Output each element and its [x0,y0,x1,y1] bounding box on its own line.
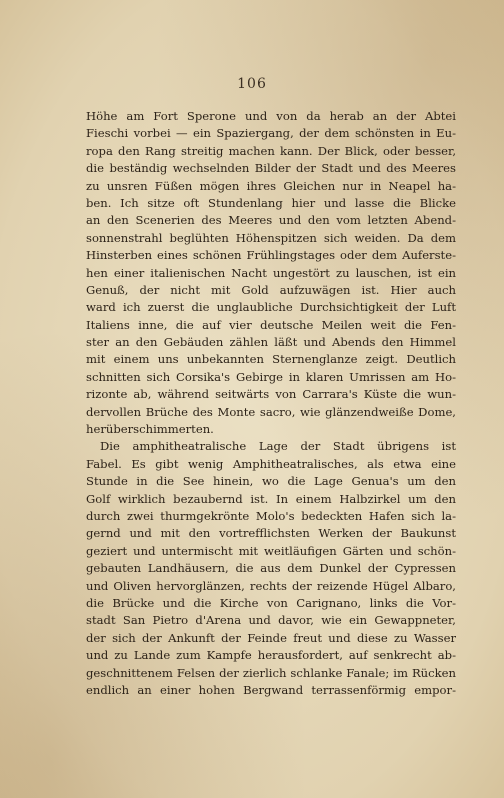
text-line: mit einem uns unbekannten Sternenglanze zeigt. Deutlich [86,352,456,367]
text-line: die Brücke und die Kirche von Carignano, links die Vor- [86,595,456,610]
text-line: endlich an einer hohen Bergwand terrassenförmig empor- [86,682,456,697]
text-line: Stunde in die See hinein, wo die Lage Genua's um den [86,474,456,489]
text-line: Fieschi vorbei — ein Spaziergang, der dem schönsten in Eu- [86,126,456,141]
text-line: zu unsren Füßen mögen ihres Gleichen nur in Neapel ha- [86,178,456,193]
text-line: rizonte ab, während seitwärts von Carrara's Küste die wun- [86,387,456,402]
text-line: dervollen Brüche des Monte sacro, wie glänzendweiße Dome, [86,404,456,419]
text-line: ben. Ich sitze oft Stundenlang hier und lasse die Blicke [86,195,456,210]
text-line: ster an den Gebäuden zählen läßt und Abends den Himmel [86,335,456,350]
text-line: der sich der Ankunft der Feinde freut und diese zu Wasser [86,630,456,645]
text-line: und Oliven hervorglänzen, rechts der reizende Hügel Albaro, [86,578,456,593]
text-line: Fabel. Es gibt wenig Amphitheatralisches, als etwa eine [86,456,456,471]
text-line: gebauten Landhäusern, die aus dem Dunkel der Cypressen [86,561,456,576]
page-text [86,108,456,699]
text-line: geschnittenem Felsen der zierlich schlanke Fanale; im Rücken [86,665,456,680]
text-line: ropa den Rang streitig machen kann. Der Blick, oder besser, [86,143,456,158]
text-line: sonnenstrahl beglühten Höhenspitzen sich weiden. Da dem [86,230,456,245]
text-line: an den Scenerien des Meeres und den vom letzten Abend- [86,213,456,228]
text-line: Die amphitheatralische Lage der Stadt übrigens ist [100,439,456,454]
paragraph [86,108,456,438]
text-line: schnitten sich Corsika's Gebirge in klaren Umrissen am Ho- [86,369,456,384]
text-line: durch zwei thurmgekrönte Molo's bedeckten Hafen sich la- [86,508,456,523]
text-line: Höhe am Fort Sperone und von da herab an der Abtei [86,109,456,123]
text-line: stadt San Pietro d'Arena und davor, wie ein Gewappneter, [86,613,456,628]
text-line: die beständig wechselnden Bilder der Stadt und des Meeres [86,161,456,176]
text-line: ward ich zuerst die unglaubliche Durchsichtigkeit der Luft [86,300,456,315]
paragraph [86,438,456,699]
text-line: hen einer italienischen Nacht ungestört zu lauschen, ist ein [86,265,456,280]
page-number: 106 [237,76,267,92]
text-line: Hinsterben eines schönen Frühlingstages oder dem Auferste- [86,248,456,263]
text-line: herüberschimmerten. [86,422,214,437]
text-line: und zu Lande zum Kampfe herausfordert, auf senkrecht ab- [86,648,456,663]
text-line: Italiens inne, die auf vier deutsche Meilen weit die Fen- [86,317,456,332]
text-line: gernd und mit den vortrefflichsten Werken der Baukunst [86,526,456,541]
text-line: Golf wirklich bezaubernd ist. In einem Halbzirkel um den [86,491,456,506]
text-line: geziert und untermischt mit weitläufigen Gärten und schön- [86,543,456,558]
text-line: Genuß, der nicht mit Gold aufzuwägen ist. Hier auch [86,282,456,297]
